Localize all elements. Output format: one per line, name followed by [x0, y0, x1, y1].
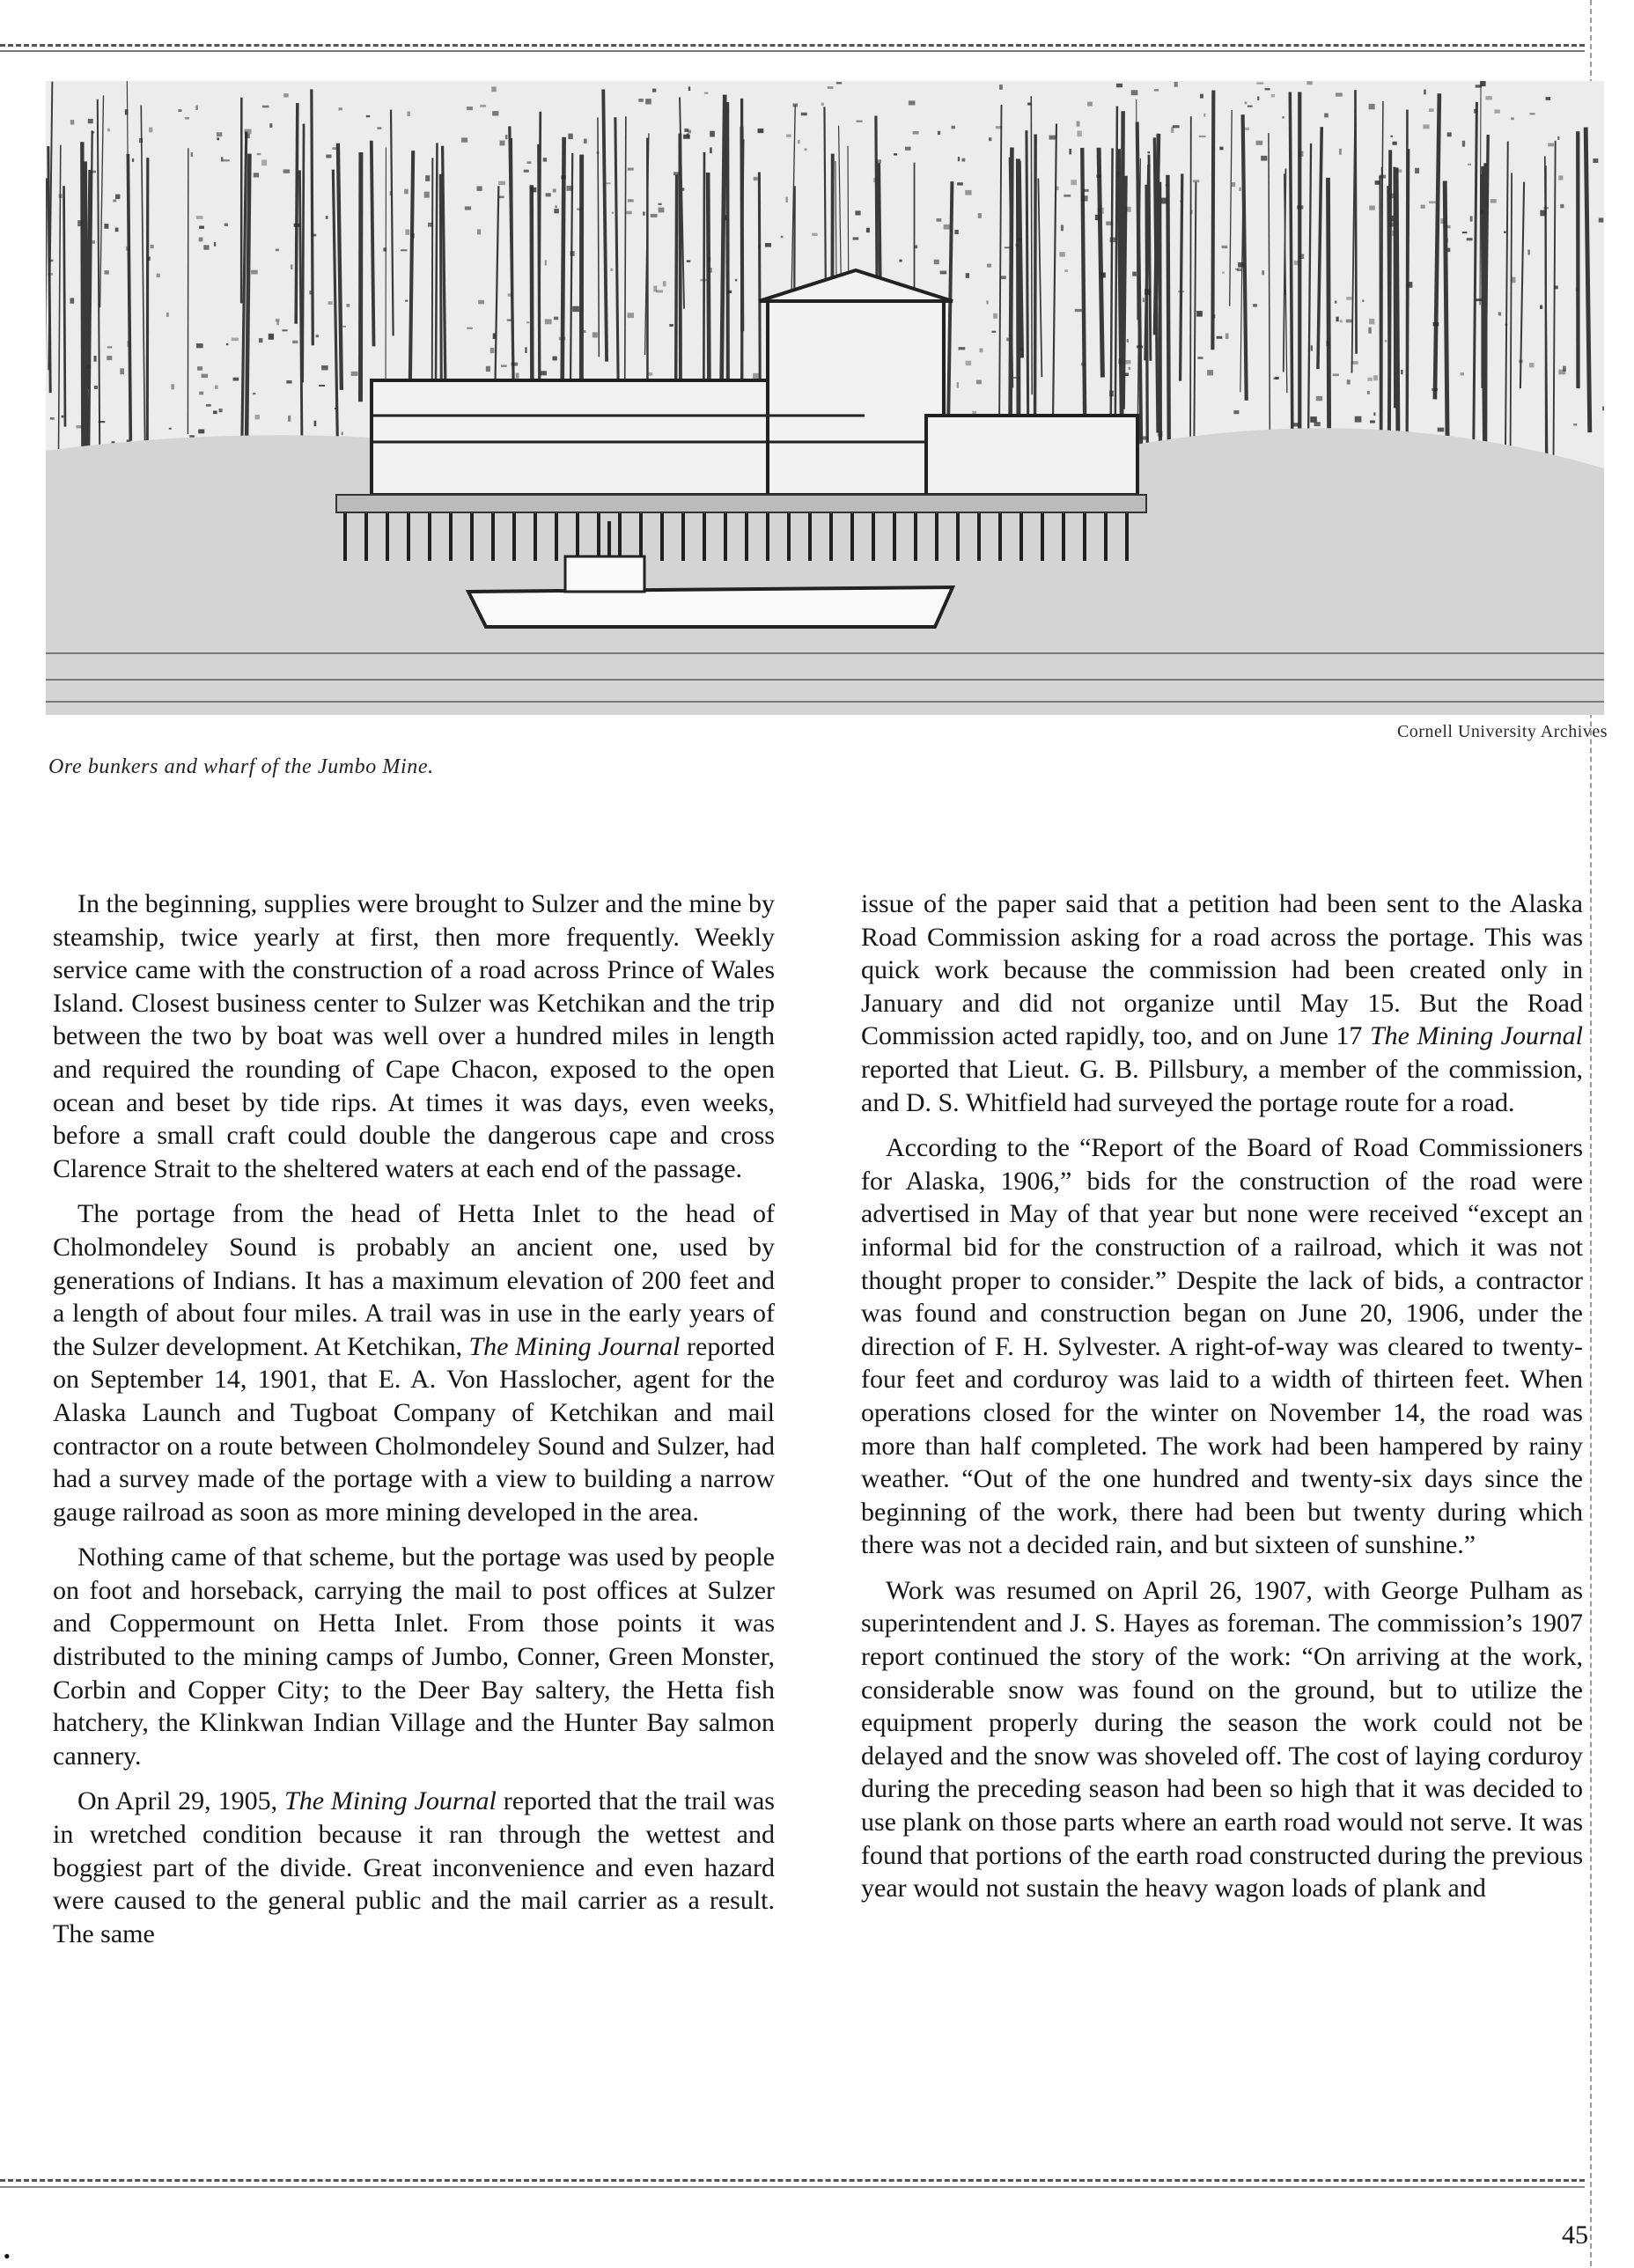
top-rule [0, 44, 1585, 47]
right-column [861, 887, 1583, 1918]
bottom-rule [0, 2179, 1585, 2182]
margin-mark: • [4, 2245, 11, 2268]
paragraph-text: In the beginning, supplies were brought to Sulzer and the mine by steamship, twice yearly at first, then more frequently. Weekly service came with the construction of a road across Prince of Wales Island. Closest business center to Sulzer was Ketchikan and the trip between the two by boat was well over a hundred miles in length and required the rounding of Cape Chacon, exposed to the open ocean and beset by tide rips. At times it was days, even weeks, before a small craft could double the dangerous cape and cross Clarence Strait to the sheltered waters at each end of the passage. [53, 889, 775, 1183]
publication-title: The Mining Journal [1370, 1021, 1583, 1050]
paragraph [53, 1197, 775, 1528]
paragraph [861, 1574, 1583, 1905]
paragraph [861, 887, 1583, 1119]
paragraph-text: reported that Lieut. G. B. Pillsbury, a member of the commission, and D. S. Whitfield had surveyed the portage route for a road. [861, 1055, 1583, 1117]
paragraph [53, 1785, 775, 1950]
paragraph [861, 1131, 1583, 1562]
paragraph [53, 887, 775, 1185]
top-rule-inner [0, 50, 1585, 52]
publication-title: The Mining Journal [284, 1786, 497, 1815]
photo-caption: Ore bunkers and wharf of the Jumbo Mine. [48, 755, 434, 779]
paragraph-text: reported on September 14, 1901, that E. A. Von Hasslocher, agent for the Alaska Launch and Tugboat Company of Ketchikan and mail contractor on a route between Cholmondeley Sound and Sulzer, had had a survey made of the portage with a view to building a narrow gauge railroad as soon as more mining developed in the area. [53, 1332, 775, 1527]
bottom-rule-inner [0, 2186, 1585, 2188]
paragraph-text: On April 29, 1905, [77, 1786, 284, 1815]
photo-illustration [46, 81, 1604, 715]
publication-title: The Mining Journal [468, 1332, 680, 1361]
paragraph-text: issue of the paper said that a petition had been sent to the Alaska Road Commission asking for a road across the portage. This was quick work because the commission had been created only in January and did not organize until May 15. But the Road Commission acted rapidly, too, and on June 17 [861, 889, 1583, 1050]
left-column [53, 887, 775, 1962]
paragraph-text: reported that the trail was in wretched condition because it ran through the wettest and boggiest part of the divide. Great inconvenience and even hazard were caused to the general public and the mail carrier as a result. The same [53, 1786, 775, 1948]
paragraph-text: According to the “Report of the Board of Road Commissioners for Alaska, 1906,” bids for the construction of the road were advertised in May of that year but none were received “except an informal bid for the construction of a railroad, which it was not thought proper to consider.” Despite the lack of bids, a contractor was found and construction began on June 20, 1906, under the direction of F. H. Sylvester. A right-of-way was cleared to twenty-four feet and corduroy was laid to a width of thirteen feet. When operations closed for the winter on November 14, the road was more than half completed. The work had been hampered by rainy weather. “Out of the one hundred and twenty-six days since the beginning of the work, there had been but twenty during which there was not a decided rain, and but sixteen of sunshine.” [861, 1133, 1583, 1559]
paragraph-text: Work was resumed on April 26, 1907, with George Pulham as superintendent and J. S. Hayes as foreman. The commission’s 1907 report continued the story of the work: “On arriving at the work, considerable snow was found on the ground, but to utilize the equipment properly during the season the work could not be delayed and the snow was shoveled off. The cost of laying corduroy during the preceding season had been so high that it was decided to use plank on those parts where an earth road would not serve. It was found that portions of the earth road constructed during the previous year would not sustain the heavy wagon loads of plank and [861, 1576, 1583, 1903]
page-number: 45 [1562, 2220, 1588, 2250]
jumbo-mine-photo [46, 81, 1604, 715]
paragraph-text: The portage from the head of Hetta Inlet to the head of Cholmondeley Sound is probably an ancient one, used by generations of Indians. It has a maximum elevation of 200 feet and a length of about four miles. A trail was in use in the early years of the Sulzer development. At Ketchikan, [53, 1199, 775, 1360]
paragraph [53, 1541, 775, 1772]
paragraph-text: Nothing came of that scheme, but the portage was used by people on foot and horseback, carrying the mail to post offices at Sulzer and Coppermount on Hetta Inlet. From those points it was distributed to the mining camps of Jumbo, Conner, Green Monster, Corbin and Copper City; to the Deer Bay saltery, the Hetta fish hatchery, the Klinkwan Indian Village and the Hunter Bay salmon cannery. [53, 1543, 775, 1771]
photo-credit: Cornell University Archives [1397, 722, 1608, 742]
